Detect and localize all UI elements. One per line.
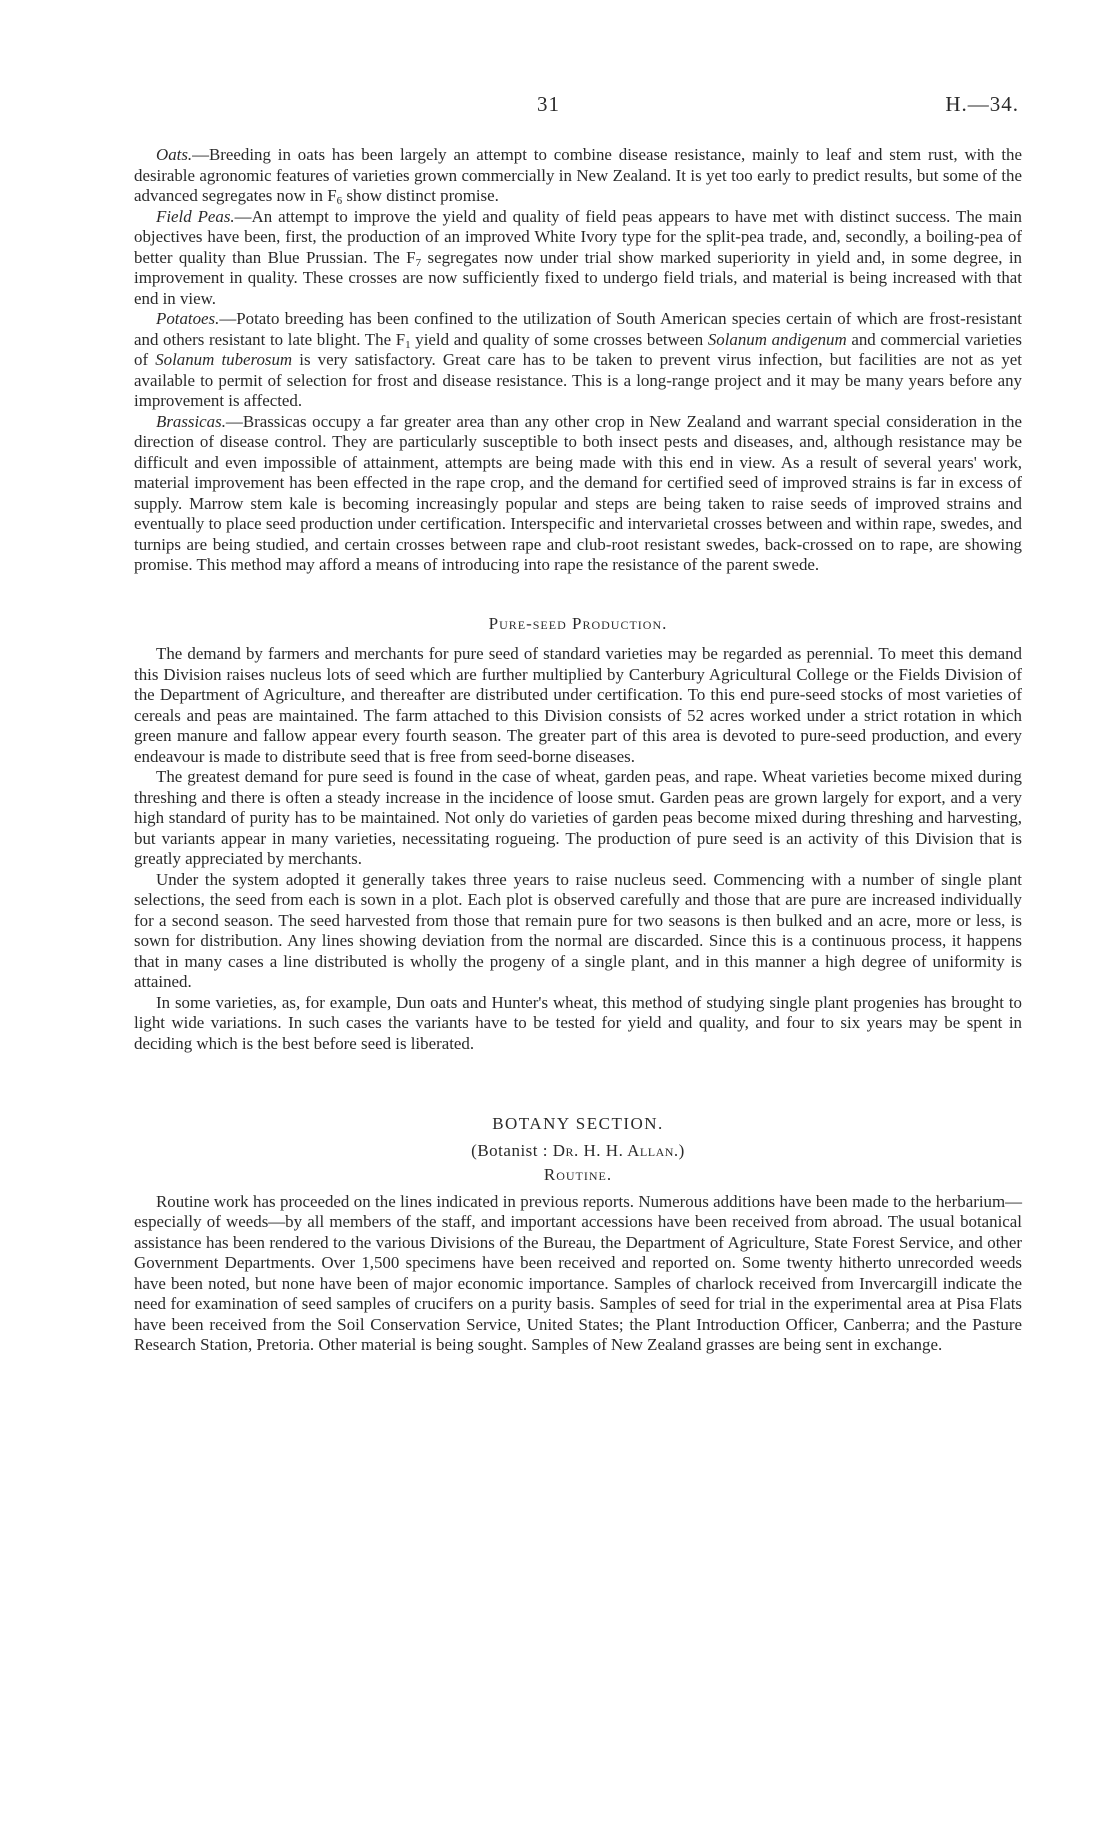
pure-seed-paragraph-1: The demand by farmers and merchants for pure seed of standard varieties may be regarded as perennial. To meet this demand this Division raises nucleus lots of seed which are further multiplied by Canterbury Agricultural College or the Fields Division of the Department of Agriculture, and thereafter are distributed under certification. To this end pure-seed stocks of most varieties of cereals and peas are maintained. The farm attached to this Division consists of 52 acres worked under a strict rotation in which green manure and fallow appear every fourth season. The greater part of this area is devoted to pure-seed production, and every endeavour is made to distribute seed that is free from seed-borne diseases.	[134, 644, 1022, 766]
pure-seed-paragraph-2: The greatest demand for pure seed is found in the case of wheat, garden peas, and rape. Wheat varieties become mixed during threshing and there is often a steady increase in the incidence of loose smut. Garden peas are grown largely for export, and a very high standard of purity has to be maintained. Not only do varieties of garden peas become mixed during threshing and harvesting, but variants appear in many varieties, necessitating rogueing. The production of pure seed is an activity of this Division that is greatly appreciated by merchants.	[134, 767, 1022, 868]
oats-subscript: 6	[336, 195, 343, 207]
potatoes-paragraph	[134, 309, 1022, 412]
potatoes-text-3: and commercial varieties of	[134, 329, 1022, 369]
page-header	[0, 92, 1114, 122]
oats-text: —Breeding in oats has been largely an attempt to combine disease resistance, mainly to leaf and stem rust, with the desirable agronomic features of varieties grown commercially in New Zealand. It is yet too early to predict results, but some of the advanced segregates now in F	[134, 145, 1022, 205]
field-peas-text-after: segregates now under trial show marked superiority in yield and, in some degree, in improvement in quality. These crosses are now sufficiently fixed to undergo field trials, and material is being increased with that end in view.	[134, 247, 1023, 308]
oats-text-after: show distinct promise.	[342, 186, 499, 205]
botanist-label: (Botanist :	[471, 1140, 553, 1160]
brassicas-lead: Brassicas.	[156, 411, 226, 431]
botanist-name: Dr. H. H. Allan.	[552, 1140, 679, 1160]
oats-lead: Oats.	[156, 145, 193, 164]
page-number: 31	[537, 92, 560, 116]
pure-seed-heading: Pure-seed Production.	[488, 613, 668, 633]
species-solanum-andigenum: Solanum andigenum	[707, 329, 847, 349]
field-peas-lead: Field Peas.	[156, 206, 235, 226]
potatoes-text-2: yield and quality of some crosses between	[410, 329, 708, 349]
routine-paragraph: Routine work has proceeded on the lines indicated in previous reports. Numerous additions have been made to the herbarium—especially of weeds—by all members of the staff, and important accessions have been received from abroad. The usual botanical assistance has been rendered to the various Divisions of the Bureau, the Department of Agriculture, State Forest Service, and other Government Departments. Over 1,500 specimens have been received and reported on. Some twenty hitherto unrecorded weeds have been noted, but none have been of major economic importance. Samples of charlock received from Invercargill indicate the need for examination of seed samples of crucifers on a purity basis. Samples of seed for trial in the experimental area at Pisa Flats have been received from the Soil Conservation Service, United States; the Plant Introduction Officer, Canberra; and the Pasture Research Station, Pretoria. Other material is being sought. Samples of New Zealand grasses are being sent in exchange.	[134, 1191, 1022, 1354]
potatoes-text-1: —Potato breeding has been confined to the utilization of South American species certain of which are frost-resistant and others resistant to late blight. The F	[134, 309, 1022, 349]
field-peas-paragraph	[134, 207, 1022, 310]
botanist-line	[134, 1141, 1022, 1162]
botany-section-heading: BOTANY SECTION.	[492, 1114, 664, 1133]
potatoes-subscript: 1	[405, 338, 411, 351]
field-peas-subscript: 7	[415, 256, 422, 269]
pure-seed-paragraph-3: Under the system adopted it generally takes three years to raise nucleus seed. Commencing with a number of single plant selections, the seed from each is sown in a plot. Each plot is observed carefully and those that are pure are increased individually for a second season. The seed harvested from those that remain pure for two seasons is then bulked and an acre, more or less, is sown for distribution. Any lines showing deviation from the normal are discarded. Since this is a continuous process, it happens that in many cases a line distributed is wholly the progeny of a single plant, and in this manner a high degree of uniformity is attained.	[134, 869, 1022, 991]
brassicas-text: —Brassicas occupy a far greater area than any other crop in New Zealand and warrant special consideration in the direction of disease control. They are particularly susceptible to both insect pests and diseases, and, although resistance may be difficult and even impossible of attainment, attempts are being made with this end in view. As a result of several years' work, material improvement has been effected in the rape crop, and the demand for certified seed of improved strains is far in excess of supply. Marrow stem kale is becoming increasingly popular and steps are being taken to raise seeds of improved strains and eventually to place seed production under certification. Interspecific and intervarietal crosses between and within rape, swedes, and turnips are being studied, and certain crosses between rape and club-root resistant swedes, back-crossed on to rape, are showing promise. This method may afford a means of introducing into rape the resistance of the parent swede.	[134, 411, 1022, 574]
page-body	[134, 145, 1022, 1356]
potatoes-lead: Potatoes.	[156, 309, 220, 328]
species-solanum-tuberosum: Solanum tuberosum	[155, 350, 293, 369]
routine-heading: Routine.	[543, 1165, 613, 1184]
botanist-close: )	[678, 1140, 685, 1160]
document-reference: H.—34.	[945, 92, 1019, 116]
brassicas-paragraph	[134, 412, 1022, 576]
potatoes-text-4: is very satisfactory. Great care has to be taken to prevent virus infection, but facilities are not as yet available to permit of selection for frost and disease resistance. This is a long-range project and it may be many years before any improvement is affected.	[134, 350, 1022, 410]
pure-seed-paragraph-4: In some varieties, as, for example, Dun oats and Hunter's wheat, this method of studying single plant progenies has brought to light wide variations. In such cases the variants have to be tested for yield and quality, and four to six years may be spent in deciding which is the best before seed is liberated.	[134, 992, 1022, 1053]
oats-paragraph	[134, 145, 1022, 207]
field-peas-text: —An attempt to improve the yield and quality of field peas appears to have met with distinct success. The main objectives have been, first, the production of an improved White Ivory type for the split-pea trade, and, secondly, a boiling-pea of better quality than Blue Prussian. The F	[134, 206, 1022, 267]
